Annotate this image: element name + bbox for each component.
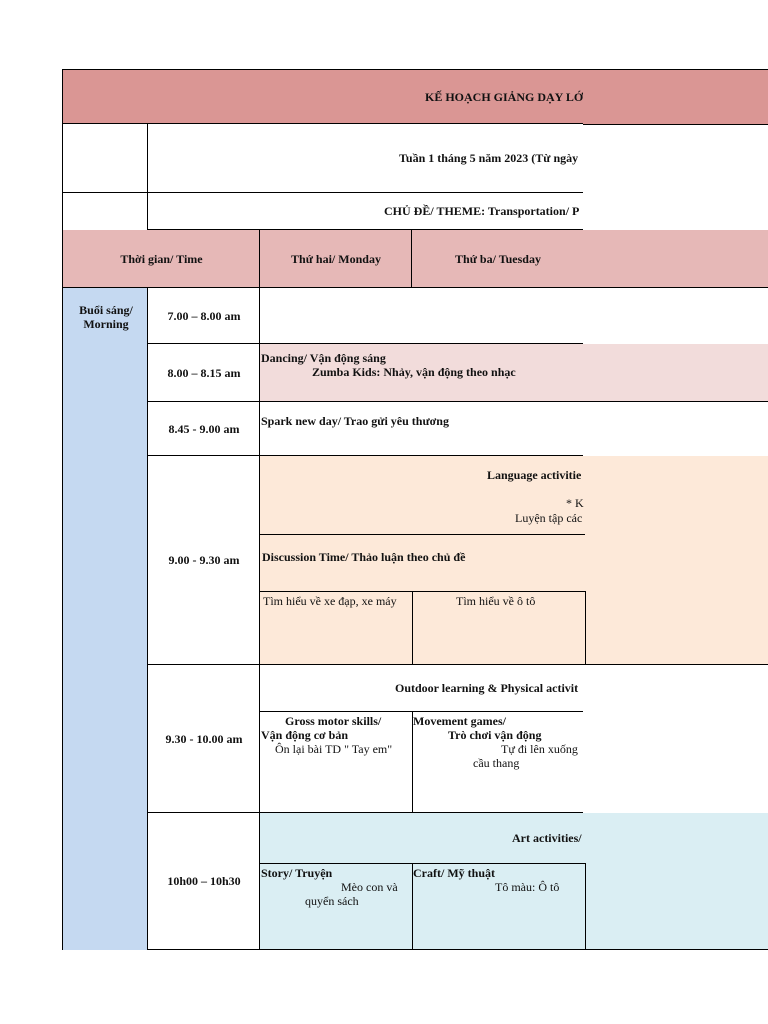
gross-motor-text: Ôn lại bài TD " Tay em": [275, 742, 393, 756]
discussion-monday-text: Tìm hiểu về xe đạp, xe máy: [263, 594, 397, 608]
time-cell-3: 8.45 - 9.00 am: [147, 402, 260, 456]
time-cell-5: 9.30 - 10.00 am: [147, 665, 260, 813]
theme-left-cell: [62, 193, 148, 230]
zumba-text: Zumba Kids: Nhảy, vận động theo nhạc: [312, 365, 516, 379]
header-monday: Thứ hai/ Monday: [259, 230, 412, 288]
story-text2: quyển sách: [305, 894, 359, 908]
movement-games-text2: cầu thang: [473, 756, 520, 770]
movement-games-title: Movement games/: [413, 714, 506, 728]
activity-row-2: [259, 344, 768, 402]
week-label: Tuần 1 tháng 5 năm 2023 (Từ ngày: [399, 151, 579, 165]
header-tuesday: Thứ ba/ Tuesday: [411, 230, 584, 288]
discussion-tuesday-cell: [412, 591, 586, 664]
story-text1: Mèo con và: [341, 880, 398, 894]
cropped-area: [583, 665, 768, 813]
craft-cell: [412, 863, 586, 950]
cropped-area: [583, 402, 768, 456]
spark-text: Spark new day/ Trao gửi yêu thương: [261, 414, 449, 428]
art-title: Art activities/: [512, 831, 582, 845]
cropped-area: [583, 288, 768, 344]
language-title: Language activitie: [487, 468, 582, 482]
session-column: [62, 288, 148, 950]
dancing-title: Dancing/ Vận động sáng: [261, 351, 386, 365]
activity-row-4: [259, 456, 768, 665]
divider: [583, 69, 768, 70]
language-sub2: Luyện tập các: [515, 511, 583, 525]
divider: [260, 534, 585, 535]
gross-motor-cell: [260, 711, 413, 813]
header-rest: [583, 230, 768, 288]
discussion-tuesday-text: Tìm hiểu về ô tô: [456, 594, 536, 608]
story-title: Story/ Truyện: [261, 866, 333, 880]
time-cell-6: 10h00 – 10h30: [147, 813, 260, 950]
craft-text: Tô màu: Ô tô: [495, 880, 560, 894]
discussion-title: Discussion Time/ Thảo luận theo chủ đề: [262, 550, 466, 564]
movement-games-cell: [412, 711, 586, 813]
discussion-monday-cell: [260, 591, 413, 664]
craft-title: Craft/ Mỹ thuật: [413, 866, 495, 880]
theme-label: CHỦ ĐỀ/ THEME: Transportation/ P: [384, 204, 580, 218]
gross-motor-subtitle: Vận động cơ bản: [261, 728, 349, 742]
movement-games-text1: Tự đi lên xuống: [501, 742, 578, 756]
language-sub1: * K: [566, 496, 584, 510]
time-cell-1: 7.00 – 8.00 am: [147, 288, 260, 344]
divider: [583, 124, 768, 125]
outdoor-title: Outdoor learning & Physical activit: [395, 681, 579, 695]
time-cell-4: 9.00 - 9.30 am: [147, 456, 260, 665]
week-left-cell: [62, 124, 148, 193]
gross-motor-title: Gross motor skills/: [285, 714, 382, 728]
activity-row-6: [259, 813, 768, 950]
time-cell-2: 8.00 – 8.15 am: [147, 344, 260, 402]
header-time: Thời gian/ Time: [62, 230, 260, 288]
cropped-area-title: [583, 69, 768, 124]
cropped-area: [583, 124, 768, 230]
story-cell: [260, 863, 413, 950]
session-label: Buổi sáng/ Morning: [79, 303, 133, 331]
movement-games-subtitle: Trò chơi vận động: [448, 728, 542, 742]
page-title: KẾ HOẠCH GIẢNG DẠY LỚ: [425, 90, 584, 104]
